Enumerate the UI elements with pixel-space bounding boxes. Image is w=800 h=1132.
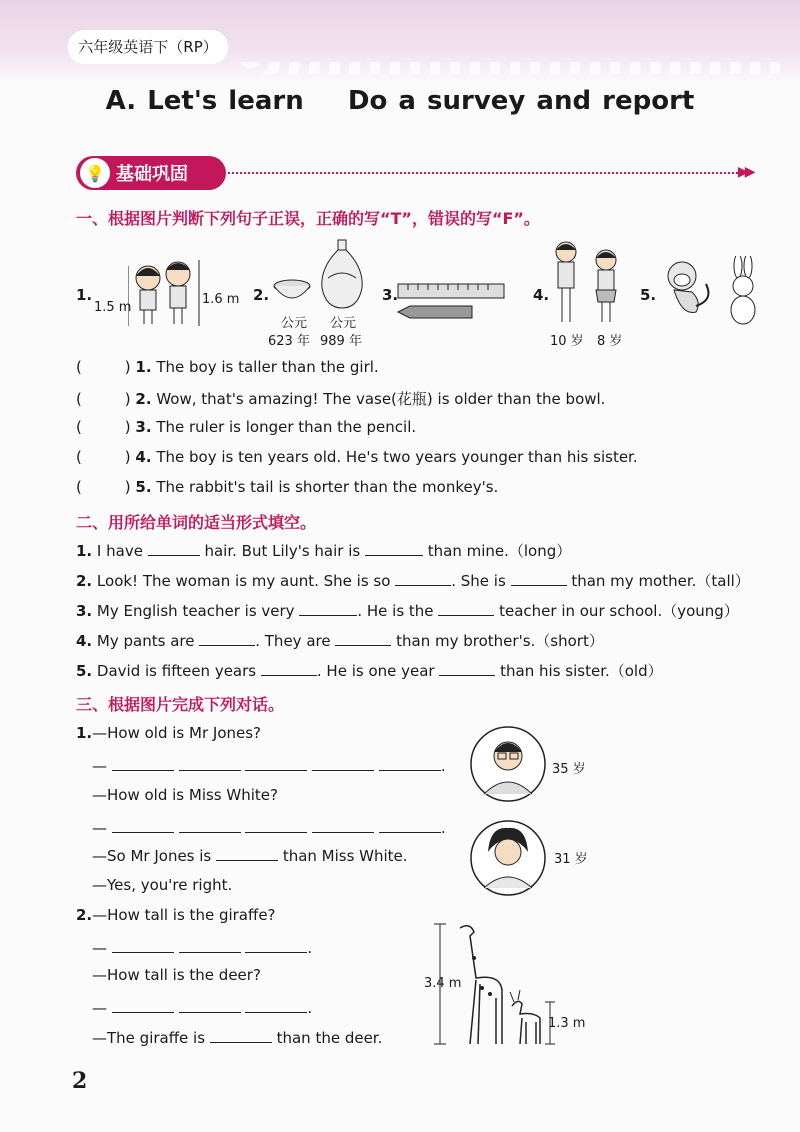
part3-heading: 三、根据图片完成下列对话。 xyxy=(76,695,285,714)
dialogue-line xyxy=(92,786,278,804)
pic-number: 3. xyxy=(382,286,399,304)
answer-blank[interactable] xyxy=(112,998,174,1013)
boy-age-label: 10 岁 xyxy=(550,334,584,349)
girl-height-label: 1.5 m xyxy=(94,300,132,315)
answer-bracket[interactable]: ( ) xyxy=(76,358,131,376)
mr-jones-portrait xyxy=(468,724,548,804)
answer-blank[interactable] xyxy=(199,631,255,646)
dialogue-dash: — xyxy=(92,757,107,775)
pic-number: 5. xyxy=(640,286,657,304)
answer-blank[interactable] xyxy=(312,756,374,771)
part2-heading: 二、用所给单词的适当形式填空。 xyxy=(76,513,317,532)
item-number: 2. xyxy=(76,906,93,924)
answer-blank[interactable] xyxy=(299,601,357,616)
item-text: I have xyxy=(96,542,143,560)
dialogue-text: than Miss White. xyxy=(282,847,408,865)
boy-and-girl-illustration xyxy=(548,238,628,326)
answer-blank[interactable] xyxy=(245,756,307,771)
item-text: . He is the xyxy=(357,602,434,620)
list-item xyxy=(76,540,571,561)
item-number: 2. xyxy=(76,572,93,590)
vase-era-label: 公元 xyxy=(330,316,357,331)
item-text: than his sister.（old） xyxy=(500,662,663,680)
answer-blank[interactable] xyxy=(148,541,200,556)
answer-blank[interactable] xyxy=(179,938,241,953)
list-item xyxy=(76,388,605,409)
answer-blank[interactable] xyxy=(511,571,567,586)
list-item xyxy=(76,660,663,681)
part1-heading: 一、根据图片判断下列句子正误，正确的写“T”，错误的写“F”。 xyxy=(76,209,540,228)
bowl-and-vase-illustration xyxy=(270,238,370,310)
page-number: 2 xyxy=(72,1068,88,1094)
dialogue-text: —How tall is the giraffe? xyxy=(92,906,276,924)
item-text: . He is one year xyxy=(316,662,435,680)
item-text: Look! The woman is my aunt. She is so xyxy=(96,572,391,590)
section-banner xyxy=(76,156,226,190)
dialogue-dash: — xyxy=(92,819,107,837)
answer-blank[interactable] xyxy=(216,846,278,861)
item-text: teacher in our school.（young） xyxy=(499,602,739,620)
item-text: . They are xyxy=(255,632,331,650)
dialogue-line xyxy=(76,724,261,742)
dialogue-text: than the deer. xyxy=(276,1029,383,1047)
item-number: 3. xyxy=(76,602,93,620)
answer-blank[interactable] xyxy=(379,756,441,771)
answer-blank[interactable] xyxy=(179,818,241,833)
answer-blank[interactable] xyxy=(379,818,441,833)
list-item xyxy=(76,600,739,621)
section-banner-label: 基础巩固 xyxy=(116,164,188,185)
dialogue-text: —Yes, you're right. xyxy=(92,876,233,894)
list-item xyxy=(76,630,604,651)
item-text: . She is xyxy=(451,572,506,590)
item-text: My English teacher is very xyxy=(96,602,295,620)
header-wave-decoration xyxy=(240,62,780,74)
item-text: Wow, that's amazing! The vase(花瓶) is older than the bowl. xyxy=(156,390,606,408)
dialogue-dash: — xyxy=(92,939,107,957)
lightbulb-icon: 💡 xyxy=(80,158,110,188)
list-item xyxy=(76,448,638,466)
dialogue-text: —How tall is the deer? xyxy=(92,966,261,984)
dialogue-text: —How old is Mr Jones? xyxy=(92,724,262,742)
dialogue-line xyxy=(92,1028,382,1047)
answer-bracket[interactable]: ( ) xyxy=(76,390,131,408)
item-text: hair. But Lily's hair is xyxy=(204,542,361,560)
miss-white-portrait xyxy=(468,818,548,898)
miss-white-age-label: 31 岁 xyxy=(554,852,588,867)
item-number: 2. xyxy=(135,390,152,408)
dialogue-answer-line: — . xyxy=(92,757,446,775)
answer-blank[interactable] xyxy=(112,818,174,833)
item-number: 4. xyxy=(76,632,93,650)
item-number: 4. xyxy=(135,448,152,466)
book-tag: 六年级英语下（RP） xyxy=(68,30,228,64)
answer-blank[interactable] xyxy=(245,998,307,1013)
item-text: than my mother.（tall） xyxy=(571,572,750,590)
ruler-and-pencil-illustration xyxy=(396,282,508,322)
item-text: David is fifteen years xyxy=(96,662,257,680)
list-item xyxy=(76,358,379,376)
answer-blank[interactable] xyxy=(179,756,241,771)
answer-blank[interactable] xyxy=(335,631,391,646)
dialogue-text: —The giraffe is xyxy=(92,1029,206,1047)
answer-blank[interactable] xyxy=(312,818,374,833)
monkey-and-rabbit-illustration xyxy=(656,256,760,328)
deer-height-label: 1.3 m xyxy=(548,1016,586,1031)
item-text: The ruler is longer than the pencil. xyxy=(156,418,417,436)
bowl-era-label: 公元 xyxy=(281,316,308,331)
page-title: A. Let's learn Do a survey and report xyxy=(105,86,695,116)
answer-blank[interactable] xyxy=(112,938,174,953)
answer-blank[interactable] xyxy=(365,541,423,556)
mr-jones-age-label: 35 岁 xyxy=(552,762,586,777)
item-number: 5. xyxy=(76,662,93,680)
answer-blank[interactable] xyxy=(112,756,174,771)
item-text: than my brother's.（short） xyxy=(396,632,604,650)
item-number: 1. xyxy=(135,358,152,376)
list-item xyxy=(76,418,416,436)
pic-number: 4. xyxy=(533,286,550,304)
item-text: The boy is ten years old. He's two years younger than his sister. xyxy=(156,448,638,466)
item-number: 1. xyxy=(76,542,93,560)
item-number: 1. xyxy=(76,724,93,742)
pic-number: 1. xyxy=(76,286,93,304)
answer-blank[interactable] xyxy=(245,938,307,953)
answer-blank[interactable] xyxy=(395,571,451,586)
page-header xyxy=(0,0,800,85)
answer-bracket[interactable]: ( ) xyxy=(76,478,131,496)
double-arrow-icon: ▶▶ xyxy=(738,164,752,180)
dialogue-answer-line: — . xyxy=(92,819,446,837)
answer-blank[interactable] xyxy=(438,601,494,616)
dialogue-line xyxy=(92,966,261,984)
answer-blank[interactable] xyxy=(179,998,241,1013)
dialogue-line xyxy=(92,846,408,865)
item-number: 3. xyxy=(135,418,152,436)
bowl-year-label: 623 年 xyxy=(268,334,310,349)
answer-bracket[interactable]: ( ) xyxy=(76,448,131,466)
giraffe-height-label: 3.4 m xyxy=(424,976,462,991)
answer-bracket[interactable]: ( ) xyxy=(76,418,131,436)
dialogue-line xyxy=(76,906,276,924)
answer-blank[interactable] xyxy=(261,661,317,676)
list-item xyxy=(76,570,750,591)
item-text: My pants are xyxy=(96,632,195,650)
section-divider xyxy=(228,172,738,174)
dialogue-dash: — xyxy=(92,999,107,1017)
girl-and-boy-illustration xyxy=(128,256,200,326)
dialogue-answer-line: — . xyxy=(92,939,313,957)
dialogue-text: —How old is Miss White? xyxy=(92,786,278,804)
girl-age-label: 8 岁 xyxy=(597,334,623,349)
dialogue-line xyxy=(92,876,232,894)
pic-number: 2. xyxy=(253,286,270,304)
item-text: The rabbit's tail is shorter than the monkey's. xyxy=(156,478,499,496)
answer-blank[interactable] xyxy=(210,1028,272,1043)
dialogue-answer-line: — . xyxy=(92,999,313,1017)
answer-blank[interactable] xyxy=(245,818,307,833)
item-text: The boy is taller than the girl. xyxy=(156,358,379,376)
list-item xyxy=(76,478,498,496)
vase-year-label: 989 年 xyxy=(320,334,362,349)
answer-blank[interactable] xyxy=(439,661,495,676)
dialogue-text: —So Mr Jones is xyxy=(92,847,212,865)
boy-height-label: 1.6 m xyxy=(202,292,240,307)
item-text: than mine.（long） xyxy=(427,542,572,560)
item-number: 5. xyxy=(135,478,152,496)
